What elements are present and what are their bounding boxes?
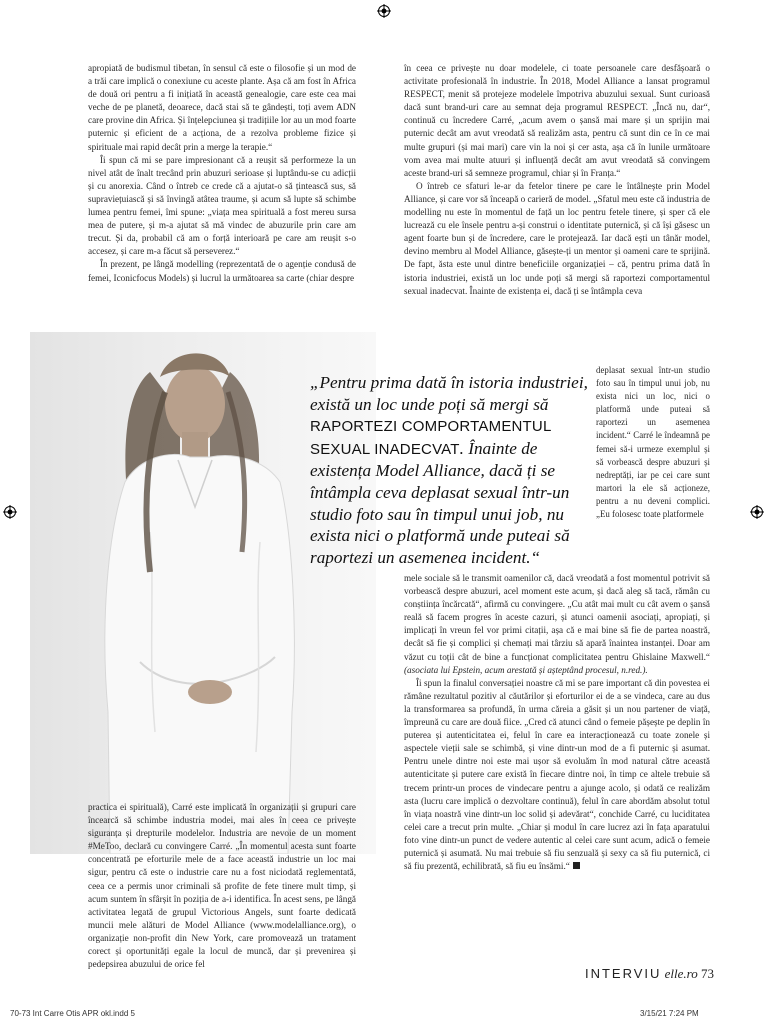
article-paragraph: practica ei spirituală), Carré este implicată în organizații și grupuri care încearcă să schimbe industria modei, mai ales în ceea ce privește siguranța și drepturile modelelor. Industria are nevoie de un moment #MeToo, declară cu convingere Carré. „În momentul acesta sunt foarte concentrată pe eforturile mele de a face această industrie un loc mai sigur, pentru că este o industrie care nu a fost niciodată reglementată, ceea ce a permis unor criminali să profite de fete tinere mult timp, și acum suntem în sfârșit în poziția de a-i identifica. În acest sens, pe lângă activitatea legată de grupul Victorious Angels, sunt foarte dedicată muncii mele alături de Model Alliance (www.modelalliance.org), o organizație non-profit din New York, care promovează un tratament corect și oportunități egale la locul de muncă, dar și prevenirea și pedepsirea abuzului de orice fel [88,802,356,970]
article-column-left-top [88,62,356,285]
section-name: INTERVIU [584,966,662,981]
magazine-name: elle.ro [664,966,698,981]
article-paragraph-text: Îi spun la finalul conversației noastre că mi se pare important că din povestea ei rămâne rezultatul pozitiv al căutărilor și eforturilor ei de a se vindeca, care au dus la transformarea sa profundă, în urma căreia a găsit și un nou partener de viață, împreună cu care are două fiice. „Cred că atunci când o femeie pășește pe deplin în puterea și autenticitatea ei, felul în care ea interacționează cu toate zonele și aspectele vieții sale se schimbă, și vine dintr-un mod de a fi puternic și asumat. Pentru unele dintre noi este mai ușor să evoluăm în mod natural către această autenticitate și putere care există în fiecare dintre noi, în timp ce altele trebuie să trecem printr-un proces de vindecare pentru a ajunge acolo, și odată ce realizăm asta (lucru care implică o dezvoltare continuă), felul în care abordăm absolut totul în viața noastră vine dintr-un loc solid și adevărat“, conchide Carré, cu luciditatea celei care a trecut prin multe. „Chiar și modul în care lucrez azi în fața aparatului foto vine dintr-un punct de vedere autentic al celei care sunt acum, adică o femeie puternică și asumată. Nu mai trebuie să fiu senzuală și sexy ca să fiu puternică, ci să fiu prezentă, echilibrată, să fiu eu însămi.“ [404,677,710,872]
article-paragraph [404,572,710,677]
article-paragraph [404,677,710,873]
pull-quote [310,372,588,568]
slug-filename: 70-73 Int Carre Otis APR okl.indd 5 [10,1009,135,1018]
article-paragraph: Îi spun că mi se pare impresionant că a reușit să performeze la un nivel atât de înalt trecând prin abuzuri serioase și luptându-se cu adicții și cu anorexia. Când o întreb ce crede că a ajutat-o să țintească sus, să supraviețuiască și să învingă atâtea traume, și acum să lupte să schimbe lumea pentru femei, îmi spune: „viața mea spirituală a fost mereu sursa mea de putere, și m-a ajutat să mă vindec de abuzurile prin care am trecut. Și da, probabil că am o forță interioară pe care am reușit s-o accesez, și care m-a făcut să perseverez.“ [88,154,356,257]
article-paragraph: În prezent, pe lângă modelling (reprezentată de o agenție condusă de femei, Iconicfocus Models) și lucrul la următoarea sa carte (chiar despre [88,259,356,283]
article-column-right-top [404,62,710,298]
pull-quote-text-start: „Pentru prima dată în istoria industriei, există un loc unde poți să mergi să [310,373,588,414]
article-paragraph: în ceea ce privește nu doar modelele, ci toate persoanele care desfășoară o activitate profesională în industrie. În 2018, Model Alliance a lansat programul RESPECT, menit să protejeze modelele împotriva abuzului sexual. Sunt curioasă dacă sunt brand-uri care au semnat deja programul RESPECT. „Încă nu, dar“, continuă cu încredere Carré, „acum avem o șansă mai mare și un sprijin mai puternic decât am avut vreodată să realizăm asta, pentru că sunt din ce în ce mai multe grupuri (și mai mari) care vin la noi și cer asta, așa că în lunile următoare vom avea mai multe atuuri și influență decât am avut vreodată să convingem aceste brand-uri să semneze programul, chiar și în Franța.“ [404,63,710,178]
editor-note: (asociata lui Epstein, acum arestată și așteptând procesul, n.red.). [404,664,648,675]
pull-quote-caps: RAPORTEZI COMPORTAMENTUL SEXUAL INADECVAT [310,418,551,458]
article-paragraph: O întreb ce sfaturi le-ar da fetelor tinere pe care le întâlnește prin Model Alliance, și care vor să înceapă o carieră de model. „Sfatul meu este că industria de modelling nu este în momentul de față un loc pentru fetele tinere, și sper că ele lucrează cu ele însele pentru a-și construi o identitate puternică, și că își găsesc un agent foarte bun și de încredere, care le protejează. Iar dacă ești un tânăr model, devino membru al Model Alliance, găsește-ți un mentor și oameni care te sprijină. De fapt, ăsta este unul dintre beneficiile organizației – că, pentru prima dată în istoria industriei, există un loc unde poți să mergi să raportezi comportamentul sexual inadecvat. Înainte de existența ei, dacă ți se întâmpla ceva [404,180,710,296]
registration-mark-icon [750,505,764,519]
pull-quote-text-end: . Înainte de existența Model Alliance, dacă ți se întâmpla ceva deplasat sexual într-un studio foto sau în timpul unui job, nu exista nici o platformă unde puteai să raportezi un asemenea incident.“ [310,438,570,567]
page-folio [584,966,714,982]
page-number: 73 [701,966,714,981]
article-column-right-narrow [596,364,710,521]
printer-slug [0,1003,768,1024]
article-column-left-bottom [88,801,356,971]
registration-mark-icon [3,505,17,519]
article-column-right-bottom [404,572,710,873]
registration-mark-icon [377,4,391,18]
article-paragraph-text: mele sociale să le transmit oamenilor că, dacă vreodată a fost momentul potrivit să vorbească despre abuzuri, acel moment este acum, și dacă aleg să tacă, rămân cu conștiința încărcată“, afirmă cu convingere. „Cu atât mai mult cu cât avem o șansă reală să facem progres în aceste cazuri, și atunci oamenii asociați, apropiați, și implicați în vreun fel vor primi citații, așa că e mai bine să fie de partea noastră, decât să fie și complici și chemați mai târziu să apară înaintea instanței. Doar am văzut cu toții cât de bine a funcționat complicitatea pentru Ghislaine Maxwell.“ [404,573,710,662]
slug-date: 3/15/21 7:24 PM [640,1009,699,1018]
end-mark-icon [573,862,580,869]
article-paragraph: deplasat sexual într-un studio foto sau în timpul unui job, nu exista nici un loc, nici o platformă unde puteai să raportezi un asemenea incident.“ Carré le îndeamnă pe femei să-i urmeze exemplul și să vorbească despre abuzuri și nedreptăți, iar pe cei care sunt martori la ele să acționeze, pentru a nu deveni complici. „Eu folosesc toate platformele [596,365,710,520]
article-paragraph: apropiată de budismul tibetan, în sensul că este o filosofie și un mod de a trăi care implică o conexiune cu aceste plante. Așa că am fost în Africa de două ori pentru a fi inițiată în această genealogie, care este cea mai veche de pe planetă, deoarece, dacă stai să te gândești, toți avem ADN care provine din Africa. Și înțelepciunea și tradițiile lor au un mod foarte puternic și eficient de a acționa, de a rezolva probleme fizice și spirituale mai rapid decât prin a merge la terapie.“ [88,63,356,152]
